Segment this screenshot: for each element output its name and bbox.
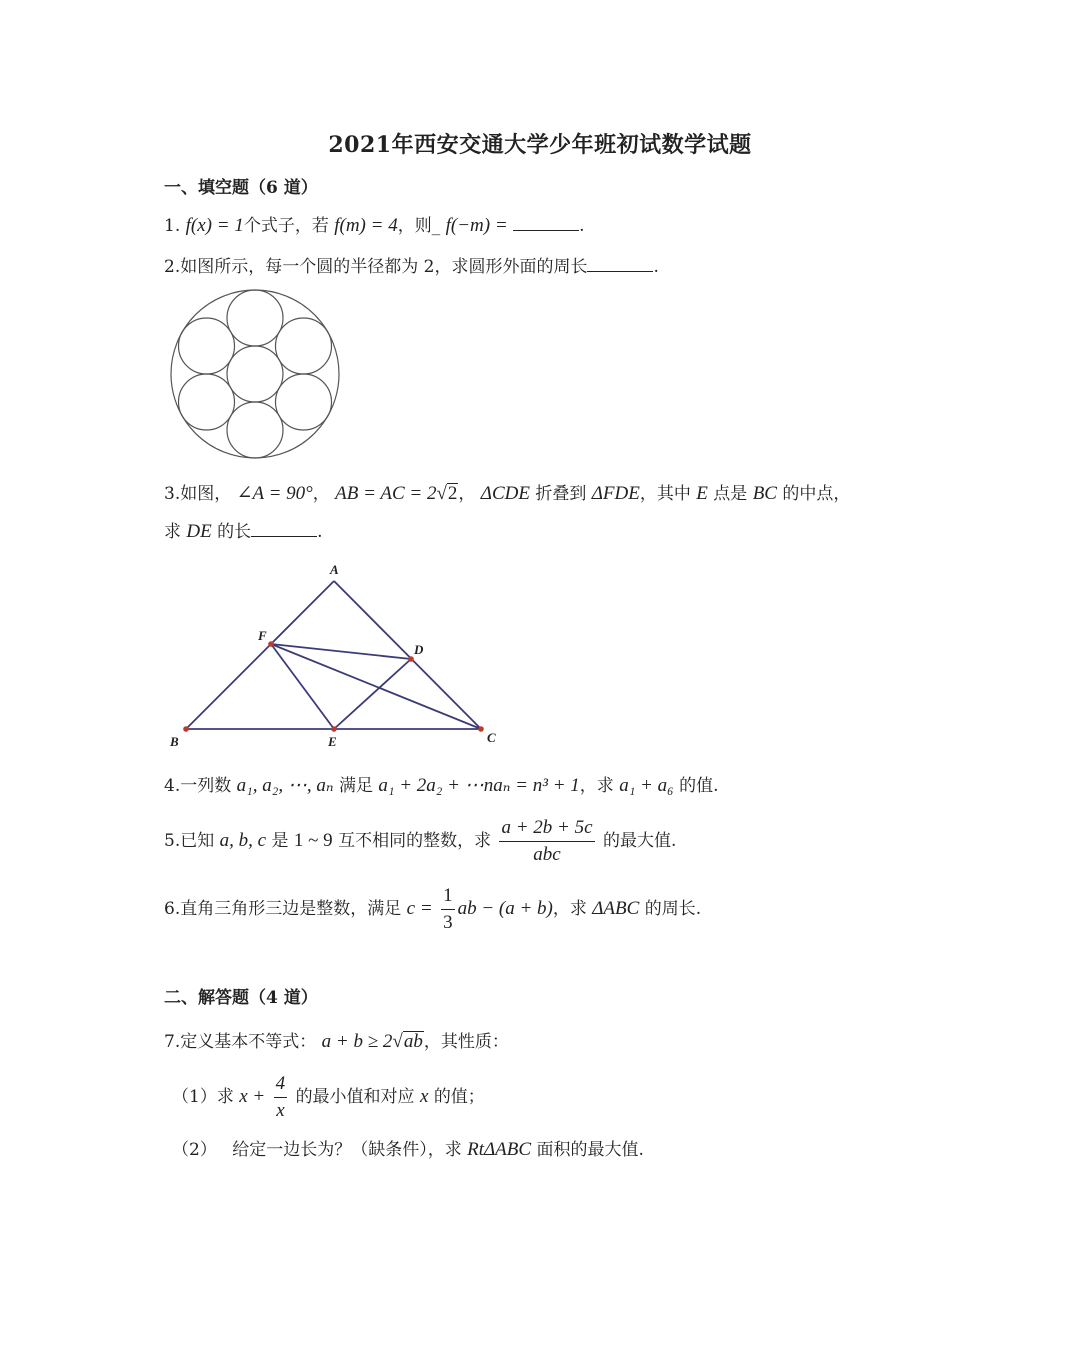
question-text: 的最大值. <box>602 831 677 851</box>
period: . <box>317 522 323 542</box>
question-4 <box>164 772 719 800</box>
question-text: 面积的最大值. <box>536 1140 644 1160</box>
label-E: E <box>328 734 337 749</box>
inner-circle-center <box>227 346 283 402</box>
fraction <box>441 884 455 935</box>
math-expression: a₁ + 2a₂ + ⋯naₙ = n³ + 1 <box>378 775 580 796</box>
question-text: 的中点， <box>782 484 851 504</box>
math-expression: f(m) = 4 <box>334 215 398 236</box>
label-D: D <box>414 642 424 657</box>
circles-figure <box>168 288 342 462</box>
point-F <box>268 641 274 647</box>
segment-AB <box>186 581 334 729</box>
question-text: 点是 <box>713 484 748 504</box>
math-expression: E <box>696 483 708 504</box>
inner-circle-lower-left <box>179 374 235 430</box>
question-text: 6.直角三角形三边是整数，满足 <box>164 899 402 919</box>
question-text: 的值； <box>433 1087 485 1107</box>
math-expression: BC <box>752 483 777 504</box>
question-1 <box>164 212 584 240</box>
triangle-figure <box>160 558 510 758</box>
question-text: 的周长. <box>644 899 702 919</box>
outer-circle <box>171 290 339 458</box>
question-3 <box>164 480 850 508</box>
math-expression: ΔFDE <box>591 483 640 504</box>
fraction-denominator: 3 <box>443 912 453 933</box>
inner-circle-top <box>227 290 283 346</box>
math-expression: a₁, a₂, ⋯, aₙ <box>236 775 334 796</box>
question-text: 个式子，若 <box>243 216 329 236</box>
math-expression: c = <box>406 898 433 919</box>
question-7 <box>164 1028 509 1056</box>
math-expression: ∠A = 90° <box>236 483 313 504</box>
question-number: 1. <box>164 216 181 236</box>
label-B: B <box>170 734 179 749</box>
math-expression: x <box>419 1086 429 1107</box>
question-7-part-1 <box>172 1072 485 1123</box>
question-text: ，其性质： <box>423 1032 509 1052</box>
question-text: 是 <box>271 831 289 851</box>
inner-circle-upper-left <box>179 318 235 374</box>
label-A: A <box>330 562 339 577</box>
math-expression: a, b, c <box>219 830 267 851</box>
sqrt-symbol: √ <box>436 483 447 504</box>
answer-blank <box>513 212 579 231</box>
segment-FD <box>271 644 411 659</box>
fraction-numerator: 4 <box>274 1072 288 1098</box>
period: . <box>653 257 659 277</box>
math-expression: ΔCDE <box>480 483 530 504</box>
question-5 <box>164 816 676 867</box>
question-2 <box>164 253 659 281</box>
period: . <box>579 216 585 236</box>
math-expression: RtΔABC <box>467 1139 532 1160</box>
question-text: ，其中 <box>639 484 691 504</box>
segment-AC <box>334 581 481 729</box>
question-text: ，求 <box>579 776 614 796</box>
question-text: 3.如图， <box>164 484 232 504</box>
inner-circle-lower-right <box>276 374 332 430</box>
math-expression: ab − (a + b) <box>457 898 553 919</box>
section-heading-answer: 二、解答题（4 道） <box>164 988 318 1008</box>
question-text: 5.已知 <box>164 831 215 851</box>
fraction-numerator: 1 <box>441 884 455 910</box>
fraction-denominator: x <box>276 1100 285 1121</box>
point-D <box>408 656 414 662</box>
answer-blank <box>251 518 317 537</box>
punctuation: ， <box>458 484 476 504</box>
question-text: 给定一边长为？（缺条件），求 <box>232 1140 462 1160</box>
fraction-numerator: a + 2b + 5c <box>499 816 594 842</box>
question-7-part-2 <box>172 1136 644 1164</box>
question-text: 满足 <box>338 776 373 796</box>
label-F: F <box>258 628 267 643</box>
question-text: 的值. <box>679 776 719 796</box>
question-text: 2.如图所示，每一个圆的半径都为 2，求圆形外面的周长 <box>164 257 588 277</box>
question-text: 互不相同的整数，求 <box>338 831 492 851</box>
sqrt-radicand: 2 <box>447 483 458 504</box>
punctuation: ， <box>312 484 330 504</box>
question-text: 4.一列数 <box>164 776 232 796</box>
fraction-denominator: abc <box>533 844 561 865</box>
fraction <box>499 816 594 867</box>
math-expression: a + b ≥ 2 <box>321 1031 393 1052</box>
point-B <box>183 726 189 732</box>
question-3-line-2 <box>164 518 323 546</box>
question-text: 折叠到 <box>535 484 587 504</box>
sqrt-symbol: √ <box>392 1031 403 1052</box>
section-heading-fill-in: 一、填空题（6 道） <box>164 178 318 198</box>
question-text: 的最小值和对应 <box>295 1087 415 1107</box>
fraction <box>274 1072 288 1123</box>
math-expression: a₁ + a₆ <box>619 775 674 796</box>
question-text: 求 <box>164 522 181 542</box>
math-expression: x + <box>239 1086 266 1107</box>
part-label: （1）求 <box>172 1087 234 1107</box>
point-E <box>331 726 337 732</box>
sqrt-radicand: ab <box>403 1031 423 1052</box>
inner-circle-upper-right <box>276 318 332 374</box>
page-title: 2021年西安交通大学少年班初试数学试题 <box>328 132 752 158</box>
math-expression: f(x) = 1 <box>185 215 244 236</box>
math-expression: ΔABC <box>592 898 640 919</box>
segment-ED <box>334 659 411 729</box>
math-expression: AB = AC = 2 <box>335 483 437 504</box>
point-C <box>478 726 484 732</box>
math-expression: DE <box>186 521 212 542</box>
part-label: （2） <box>172 1140 217 1160</box>
answer-blank <box>587 253 653 272</box>
question-text: ，则_ <box>397 216 441 236</box>
question-text: 的长 <box>217 522 252 542</box>
question-6 <box>164 884 701 935</box>
question-text: 7.定义基本不等式： <box>164 1032 317 1052</box>
label-C: C <box>487 730 496 745</box>
math-expression: f(−m) = <box>445 215 508 236</box>
math-expression: 1 ~ 9 <box>293 830 333 851</box>
inner-circle-bottom <box>227 402 283 458</box>
question-text: ，求 <box>552 899 587 919</box>
